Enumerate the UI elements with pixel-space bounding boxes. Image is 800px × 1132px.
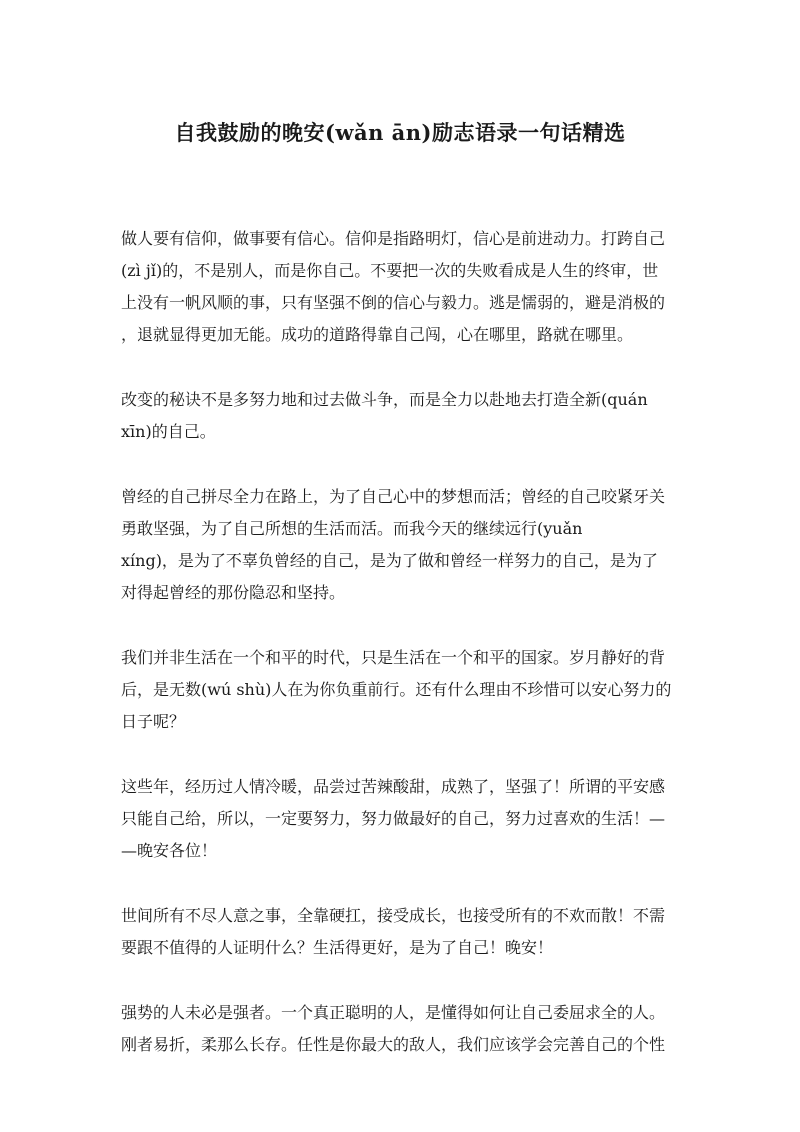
text-line: ，退就显得更加无能。成功的道路得靠自己闯，心在哪里，路就在哪里。: [121, 325, 634, 344]
text-line: 勇敢坚强，为了自己所想的生活而活。而我今天的继续远行(yuǎn: [121, 519, 583, 538]
paragraph: [121, 642, 681, 738]
paragraph: [121, 481, 681, 609]
text-line: —晚安各位！: [121, 841, 218, 860]
text-line: 这些年，经历过人情冷暖，品尝过苦辣酸甜，成熟了，坚强了！所谓的平安感: [121, 777, 666, 796]
text-line: 曾经的自己拼尽全力在路上，为了自己心中的梦想而活；曾经的自己咬紧牙关: [121, 487, 666, 506]
text-line: 做人要有信仰，做事要有信心。信仰是指路明灯，信心是前进动力。打跨自己: [121, 229, 666, 248]
text-line: 只能自己给，所以，一定要努力，努力做最好的自己，努力过喜欢的生活！—: [121, 809, 666, 828]
document-body: [121, 223, 681, 1094]
text-line: 刚者易折，柔那么长存。任性是你最大的敌人，我们应该学会完善自己的个性: [121, 1035, 666, 1054]
paragraph: [121, 384, 681, 448]
text-line: xīn)的自己。: [121, 422, 216, 441]
paragraph: [121, 771, 681, 867]
document-title: 自我鼓励的晚安(wǎn ān)励志语录一句话精选: [174, 120, 626, 145]
text-line: 上没有一帆风顺的事，只有坚强不倒的信心与毅力。逃是懦弱的，避是消极的: [121, 293, 666, 312]
text-line: 后，是无数(wú shù)人在为你负重前行。还有什么理由不珍惜可以安心努力的: [121, 680, 672, 699]
paragraph: [121, 900, 681, 964]
text-line: (zì jǐ)的，不是别人，而是你自己。不要把一次的失败看成是人生的终审，世: [121, 261, 659, 280]
text-line: 世间所有不尽人意之事，全靠硬扛，接受成长，也接受所有的不欢而散！不需: [121, 906, 666, 925]
text-line: 强势的人未必是强者。一个真正聪明的人，是懂得如何让自己委屈求全的人。: [121, 1003, 666, 1022]
text-line: 对得起曾经的那份隐忍和坚持。: [121, 583, 346, 602]
text-line: xíng)，是为了不辜负曾经的自己，是为了做和曾经一样努力的自己，是为了: [121, 551, 658, 570]
text-line: 我们并非生活在一个和平的时代，只是生活在一个和平的国家。岁月静好的背: [121, 648, 666, 667]
paragraph: [121, 997, 681, 1061]
text-line: 改变的秘诀不是多努力地和过去做斗争，而是全力以赴地去打造全新(quán: [121, 390, 648, 409]
text-line: 日子呢？: [121, 712, 186, 731]
text-line: 要跟不值得的人证明什么？生活得更好，是为了自己！晚安！: [121, 938, 554, 957]
paragraph: [121, 223, 681, 351]
